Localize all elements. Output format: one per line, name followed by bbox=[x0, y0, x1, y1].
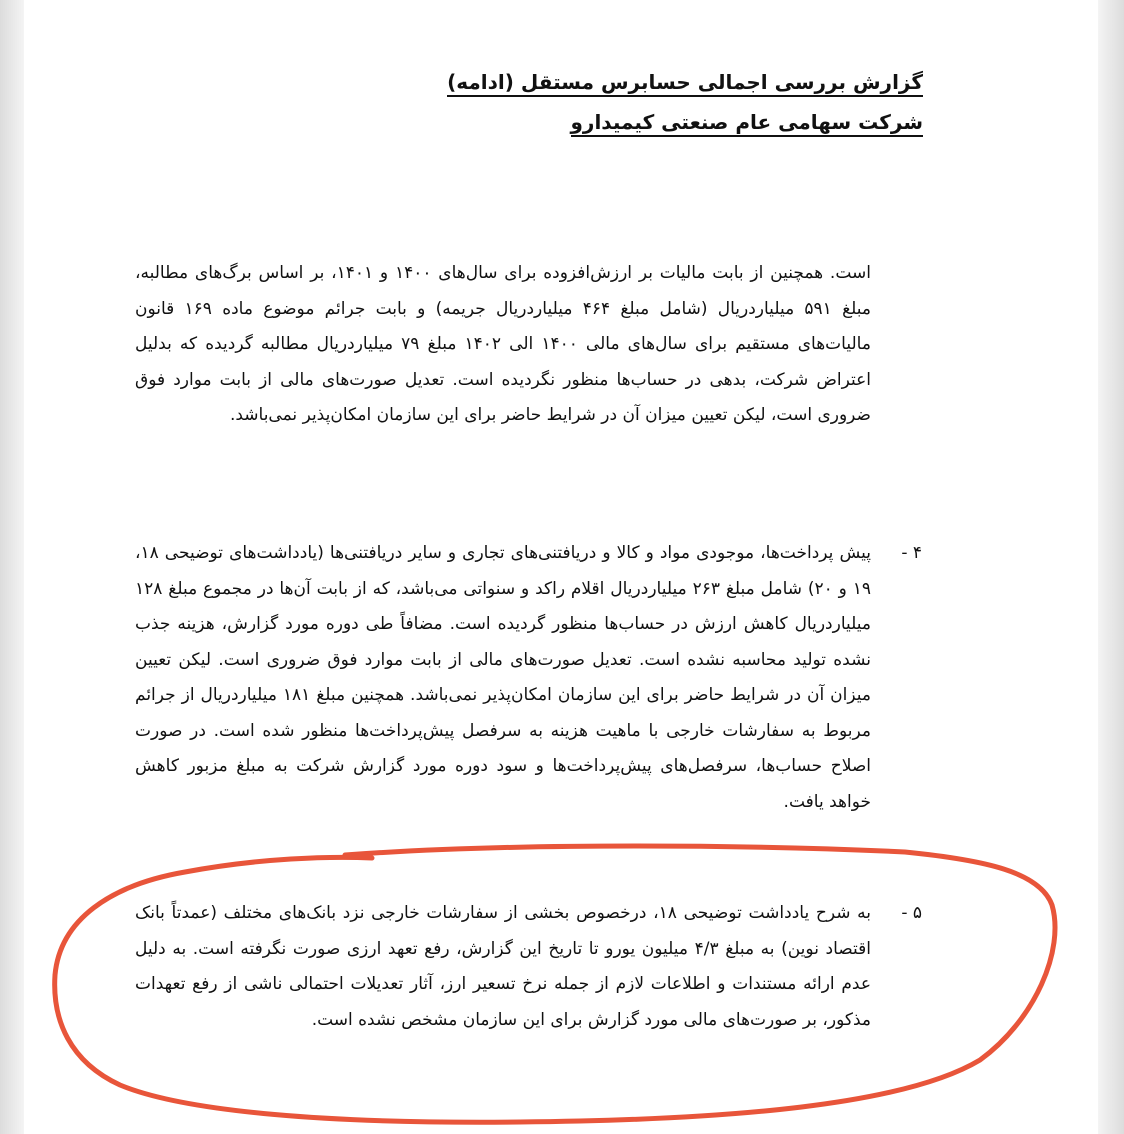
header-line-1: گزارش بررسی اجمالی حسابرس مستقل (ادامه) bbox=[323, 62, 923, 102]
page-shadow-left bbox=[0, 0, 24, 1134]
paragraph-number-5: ۵ - bbox=[901, 903, 922, 923]
document-page bbox=[24, 0, 1098, 1134]
header-line-2: شرکت سهامی عام صنعتی کیمیدارو bbox=[323, 102, 923, 142]
paragraph-4: پیش پرداخت‌ها، موجودی مواد و کالا و دریافتنی‌های تجاری و سایر دریافتنی‌ها (یادداشت‌های توضیحی ۱۸، ۱۹ و ۲۰) شامل مبلغ ۲۶۳ میلیاردریال اقلام راکد و سنواتی می‌باشد، که از بابت آن‌ها در مجموع مبلغ ۱۲۸ میلیاردریال کاهش ارزش در حساب‌ها منظور گردیده است. مضافاً طی دوره مورد گزارش، هزینه جذب نشده تولید محاسبه نشده است. تعدیل صورت‌های مالی از بابت موارد فوق ضروری است. لیکن تعیین میزان آن در شرایط حاضر برای این سازمان امکان‌پذیر نمی‌باشد. همچنین مبلغ ۱۸۱ میلیاردریال از جرائم مربوط به سفارشات خارجی با ماهیت هزینه به سرفصل پیش‌پرداخت‌ها منظور شده است. در صورت اصلاح حساب‌ها، سرفصل‌های پیش‌پرداخت‌ها و سود دوره مورد گزارش شرکت به مبلغ مزبور کاهش خواهد یافت. bbox=[135, 543, 871, 812]
page-shadow-right bbox=[1098, 0, 1124, 1134]
paragraph-continued: است. همچنین از بابت مالیات بر ارزش‌افزوده برای سال‌های ۱۴۰۰ و ۱۴۰۱، بر اساس برگ‌های مطالبه، مبلغ ۵۹۱ میلیاردریال (شامل مبلغ ۴۶۴ میلیاردریال جریمه) و بابت جرائم موضوع ماده ۱۶۹ قانون مالیات‌های مستقیم برای سال‌های مالی ۱۴۰۰ الی ۱۴۰۲ مبلغ ۷۹ میلیاردریال مطالبه گردیده که بدلیل اعتراض شرکت، بدهی در حساب‌ها منظور نگردیده است. تعدیل صورت‌های مالی از بابت موارد فوق ضروری است، لیکن تعیین میزان آن در شرایط حاضر برای این سازمان امکان‌پذیر نمی‌باشد. bbox=[135, 263, 871, 425]
paragraph-number-4: ۴ - bbox=[901, 543, 922, 563]
report-header bbox=[323, 62, 923, 142]
paragraph-5: به شرح یادداشت توضیحی ۱۸، درخصوص بخشی از سفارشات خارجی نزد بانک‌های مختلف (عمدتاً بانک اقتصاد نوین) به مبلغ ۴/۳ میلیون یورو تا تاریخ این گزارش، رفع تعهد ارزی صورت نگرفته است. به دلیل عدم ارائه مستندات و اطلاعات لازم از جمله نرخ تسعیر ارز، آثار تعدیلات احتمالی ناشی از رفع تعهدات مذکور، بر صورت‌های مالی مورد گزارش برای این سازمان مشخص نشده است. bbox=[135, 903, 871, 1030]
